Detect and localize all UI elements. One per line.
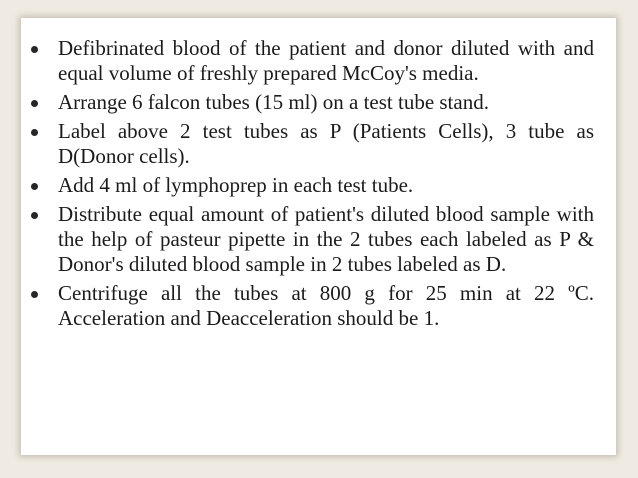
bullet-item	[58, 90, 594, 115]
bullet-item	[58, 173, 594, 198]
bullet-dot-icon	[31, 291, 38, 298]
bullet-text: Defibrinated blood of the patient and donor diluted with and equal volume of freshly prepared McCoy's media.	[58, 36, 594, 85]
bullet-text: Centrifuge all the tubes at 800 g for 25 min at 22 ºC. Acceleration and Deacceleration should be 1.	[58, 281, 594, 330]
bullet-dot-icon	[31, 129, 38, 136]
bullet-item	[58, 36, 594, 86]
bullet-dot-icon	[31, 100, 38, 107]
bullet-item	[58, 119, 594, 169]
bullet-dot-icon	[31, 46, 38, 53]
bullet-list	[58, 36, 594, 335]
bullet-item	[58, 202, 594, 277]
bullet-text: Arrange 6 falcon tubes (15 ml) on a test tube stand.	[58, 90, 489, 114]
bullet-dot-icon	[31, 183, 38, 190]
bullet-text: Label above 2 test tubes as P (Patients Cells), 3 tube as D(Donor cells).	[58, 119, 594, 168]
bullet-text: Add 4 ml of lymphoprep in each test tube.	[58, 173, 414, 197]
bullet-dot-icon	[31, 212, 38, 219]
bullet-item	[58, 281, 594, 331]
bullet-text: Distribute equal amount of patient's diluted blood sample with the help of pasteur pipette in the 2 tubes each labeled as P & Donor's diluted blood sample in 2 tubes labeled as D.	[58, 202, 594, 276]
slide-card	[21, 18, 616, 455]
